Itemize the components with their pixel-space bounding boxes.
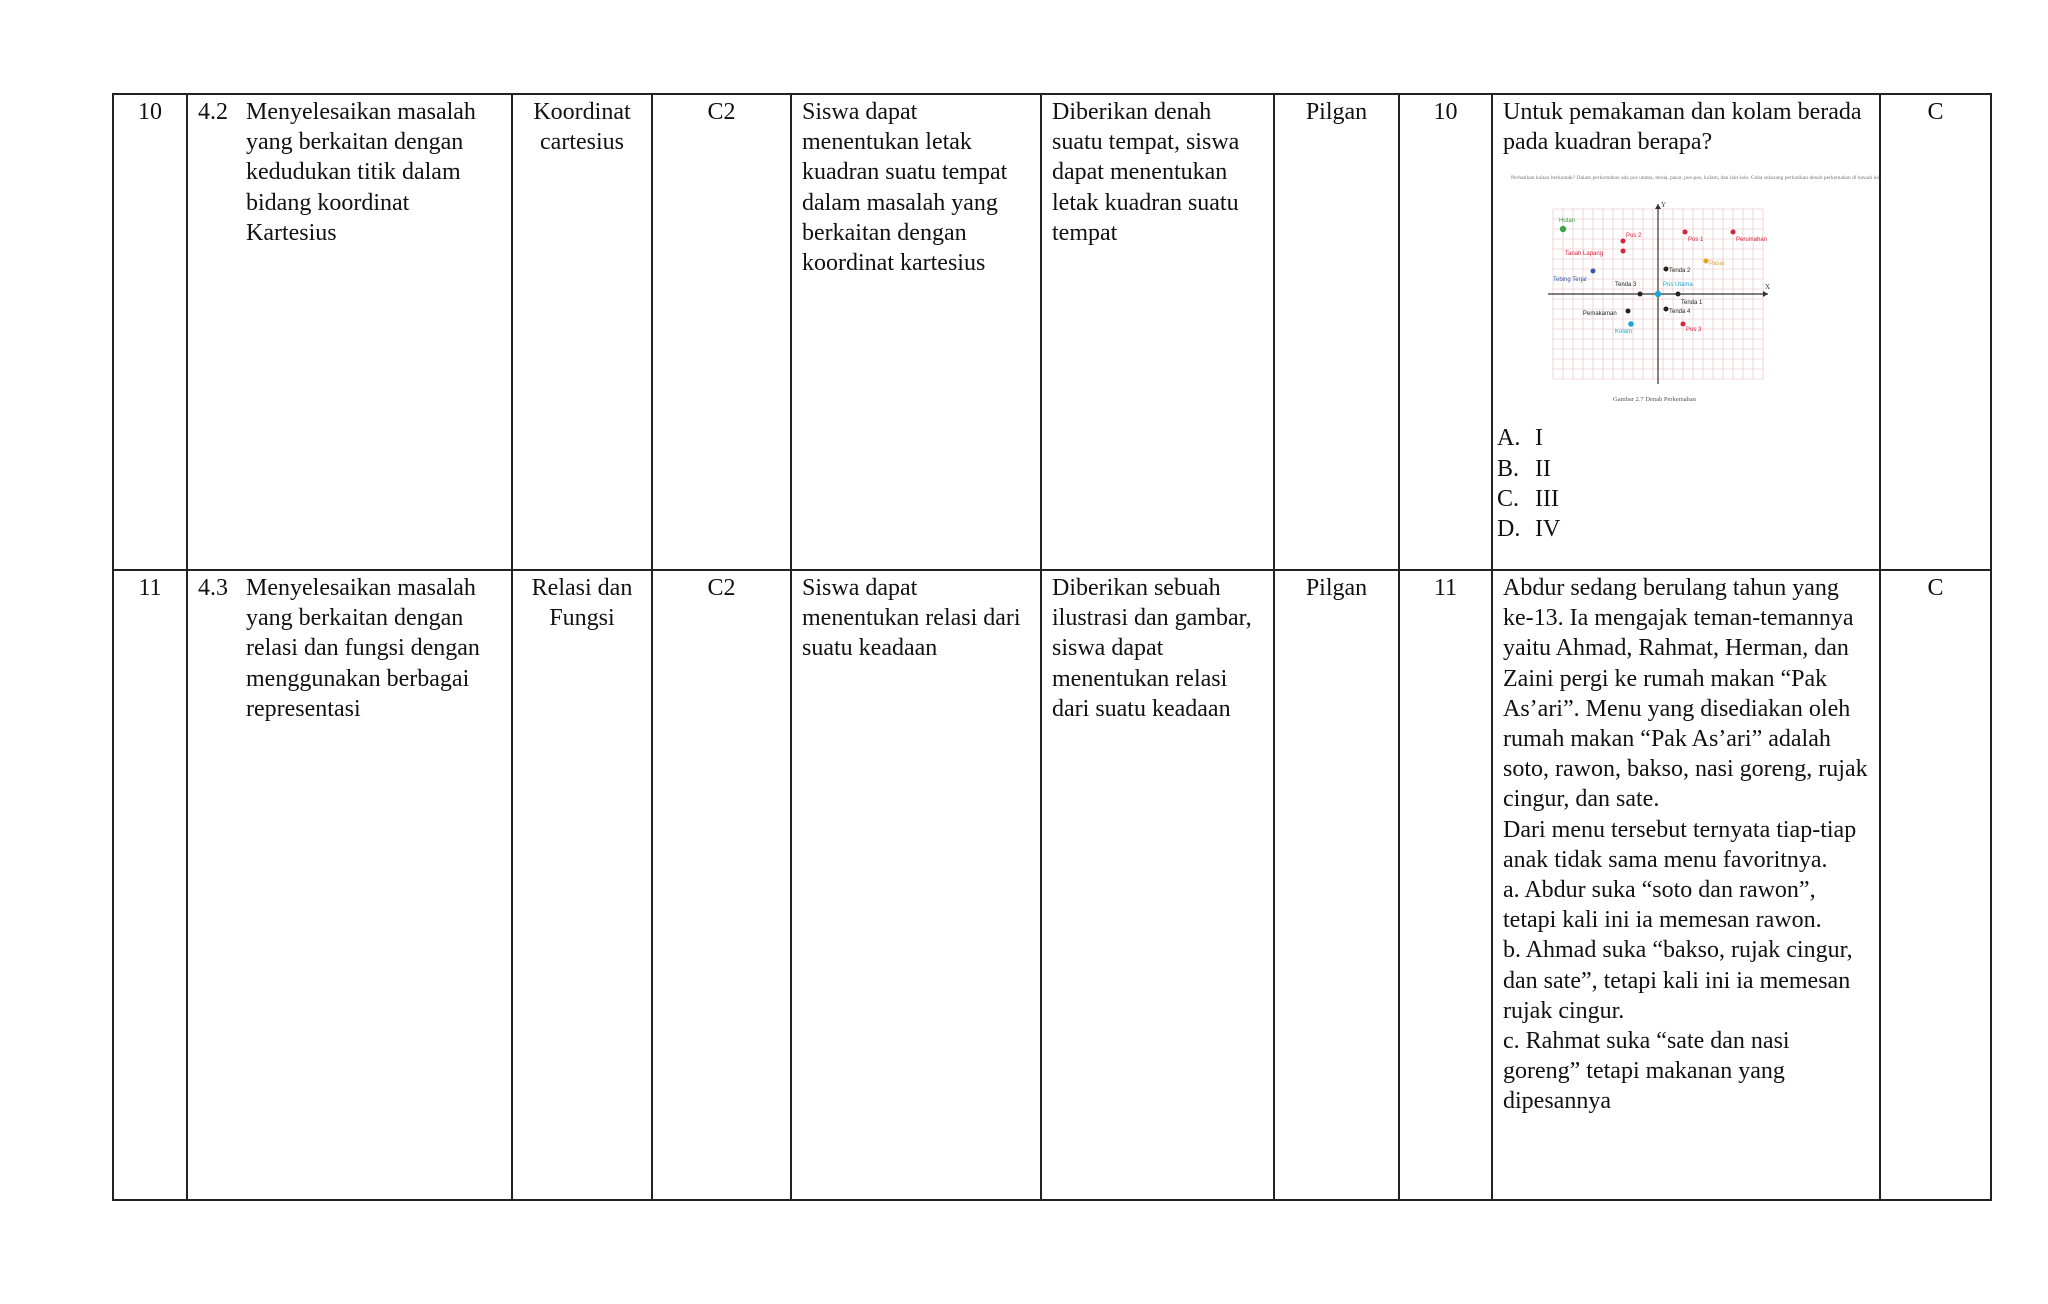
point-label-perumahan: Perumahan — [1736, 237, 1768, 244]
svg-text:Y: Y — [1661, 201, 1667, 210]
point-perumahan — [1731, 230, 1736, 235]
question-paragraph: Abdur sedang berulang tahun yang ke-13. Ia mengajak teman-temannya yaitu Ahmad, Rahmat, Herman, dan Zaini pergi ke rumah makan “Pak As’ari”. Menu yang disediakan oleh rumah makan “Pak As’ari” adalah soto, rawon, bakso, nasi goreng, rujak cingur, dan sate. — [1503, 575, 1868, 813]
kompetensi-dasar-cell — [187, 570, 512, 1200]
option-a: A. I — [1497, 425, 1543, 452]
point-pos-2 — [1621, 239, 1626, 244]
point-hutan — [1560, 226, 1566, 232]
table-row — [113, 94, 1991, 570]
figure-caption: Gambar 2.7 Denah Perkemahan — [1613, 396, 1697, 404]
point-label-tenda-2: Tenda 2 — [1669, 268, 1691, 275]
point-label-tanah-lapang: Tanah Lapang — [1565, 251, 1604, 258]
option-b: B. II — [1497, 455, 1551, 482]
point-label-tenda-4: Tenda 4 — [1669, 309, 1691, 316]
point-kolam — [1628, 322, 1634, 328]
kd-number: 4.3 — [198, 575, 228, 601]
option-c: C. III — [1497, 485, 1559, 512]
point-tenda-1 — [1676, 292, 1681, 297]
bentuk-soal-cell: Pilgan — [1274, 94, 1399, 570]
point-label-pos-1: Pos 1 — [1688, 237, 1704, 244]
point-label-pos-3: Pos 3 — [1686, 327, 1702, 334]
bentuk-soal-cell: Pilgan — [1274, 570, 1399, 1200]
point-pos-1 — [1683, 230, 1688, 235]
row-number: 10 — [113, 94, 187, 570]
figure-intro-text: Perhatikan kaitan berkontak? Dalam perkomahan ada pos utama, tenda, pasar, pos-pos, kolam, dan lain-lain. Coba sekarang perhatikan denah perkemahan di bawah ini. — [1511, 175, 1881, 182]
point-pasar — [1704, 259, 1709, 264]
soal-cell — [1492, 94, 1880, 570]
level-cell: C2 — [652, 94, 791, 570]
point-label-tenda-3: Tenda 3 — [1615, 282, 1637, 289]
point-tanah-lapang — [1621, 249, 1626, 254]
point-label-pos-2: Pos 2 — [1626, 233, 1642, 240]
question-paragraph: Dari menu tersebut ternyata tiap-tiap anak tidak sama menu favoritnya. — [1503, 816, 1857, 873]
kunci-jawaban-cell: C — [1880, 570, 1991, 1200]
answer-options — [1497, 423, 1869, 544]
indikator-cell: Siswa dapat menentukan letak kuadran suatu tempat dalam masalah yang berkaitan dengan koordinat kartesius — [791, 94, 1041, 570]
svg-text:X: X — [1765, 283, 1771, 292]
option-d: D. IV — [1497, 516, 1561, 543]
question-paragraph: a. Abdur suka “soto dan rawon”, tetapi kali ini ia memesan rawon. — [1503, 877, 1822, 934]
kunci-jawaban-cell: C — [1880, 94, 1991, 570]
point-label-hutan: Hutan — [1559, 218, 1576, 225]
point-pos-3 — [1681, 322, 1686, 327]
kd-text: Menyelesaikan masalah yang berkaitan dengan kedudukan titik dalam bidang koordinat Kartesius — [246, 99, 476, 246]
row-number: 11 — [113, 570, 187, 1200]
indikator-cell: Siswa dapat menentukan relasi dari suatu keadaan — [791, 570, 1041, 1200]
stimulus-cell: Diberikan sebuah ilustrasi dan gambar, siswa dapat menentukan relasi dari suatu keadaan — [1041, 570, 1274, 1200]
table-row — [113, 570, 1991, 1200]
point-pemakaman — [1626, 309, 1631, 314]
point-pos-utama — [1655, 291, 1661, 297]
question-text: Untuk pemakaman dan kolam berada pada kuadran berapa? — [1503, 99, 1862, 156]
nomor-soal-cell: 11 — [1399, 570, 1492, 1200]
point-tenda-2 — [1664, 267, 1669, 272]
materi-cell: Koordinat cartesius — [512, 94, 652, 570]
kisi-kisi-table — [112, 93, 1992, 1201]
question-paragraph: rujak cingur. — [1503, 997, 1625, 1024]
point-label-pasar: Pasar — [1709, 261, 1725, 268]
level-cell: C2 — [652, 570, 791, 1200]
nomor-soal-cell: 10 — [1399, 94, 1492, 570]
stimulus-cell: Diberikan denah suatu tempat, siswa dapat menentukan letak kuadran suatu tempat — [1041, 94, 1274, 570]
point-label-tenda-1: Tenda 1 — [1681, 300, 1703, 307]
soal-cell — [1492, 570, 1880, 1200]
materi-cell: Relasi dan Fungsi — [512, 570, 652, 1200]
question-paragraph: b. Ahmad suka “bakso, rujak cingur, dan sate”, tetapi kali ini ia memesan — [1503, 937, 1853, 994]
point-label-kolam: Kolam — [1615, 329, 1633, 336]
kd-text: Menyelesaikan masalah yang berkaitan dengan relasi dan fungsi dengan menggunakan berbagai representasi — [246, 575, 480, 722]
point-tebing-terjal — [1591, 269, 1596, 274]
kompetensi-dasar-cell — [187, 94, 512, 570]
point-label-pemakaman: Pemakaman — [1583, 311, 1617, 318]
question-paragraph: c. Rahmat suka “sate dan nasi goreng” tetapi makanan yang dipesannya — [1503, 1028, 1790, 1115]
point-label-tebing-terjal: Tebing Terjal — [1553, 277, 1587, 284]
point-tenda-4 — [1664, 307, 1669, 312]
kd-number: 4.2 — [198, 99, 228, 125]
point-tenda-3 — [1638, 292, 1643, 297]
point-label-pos-utama: Pos Utama — [1663, 282, 1693, 289]
camp-map-figure — [1503, 169, 1881, 413]
